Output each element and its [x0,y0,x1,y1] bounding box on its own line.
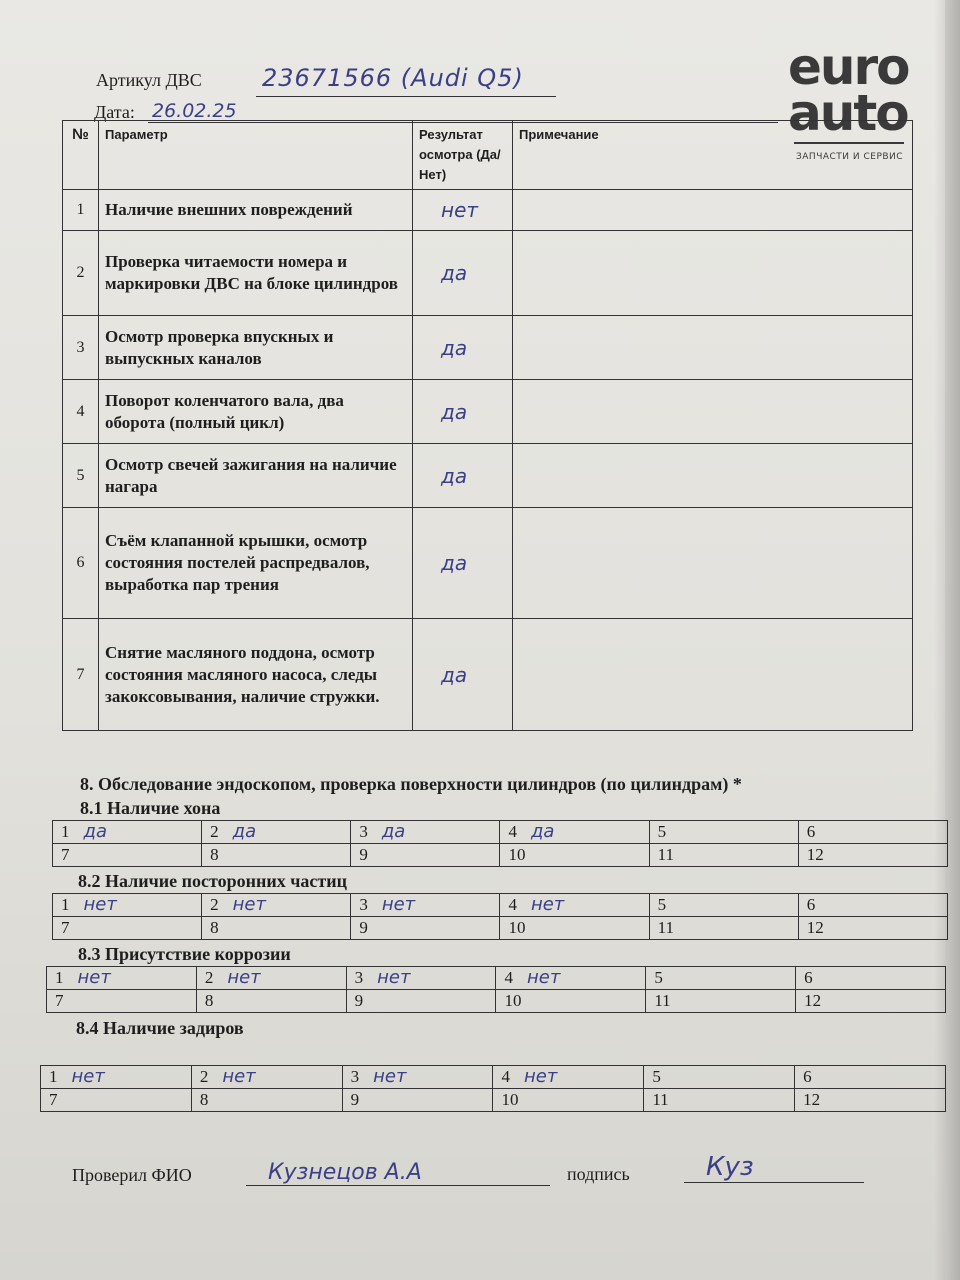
header-note: Примечание [513,121,913,190]
signature-underline [684,1182,864,1183]
cyl-number: 8 [204,991,214,1010]
cyl-number: 10 [508,918,526,937]
cyl-row [41,1066,946,1089]
cyl-cell [351,821,500,844]
cyl-number: 1 [55,968,64,987]
cyl-number: 11 [657,918,674,937]
cylinder-grid-hone [52,820,948,867]
cyl-row [53,821,948,844]
cyl-number: 9 [350,1090,360,1109]
row-note [513,316,913,380]
cyl-result: нет [83,894,117,915]
cyl-number: 11 [657,845,674,864]
cyl-number: 7 [55,991,64,1010]
row-num: 6 [63,508,99,619]
row-note [513,444,913,508]
logo-line-1: euro [788,38,909,96]
cyl-row [47,967,946,990]
cyl-cell [500,917,649,940]
cyl-cell [196,967,346,990]
row-num: 7 [63,619,99,731]
cyl-result: да [83,821,107,842]
table-row [63,508,913,619]
cyl-number: 5 [652,1067,661,1086]
cyl-result: нет [373,1066,407,1087]
cyl-cell [795,1089,946,1112]
cyl-cell [649,844,798,867]
cyl-cell [493,1089,644,1112]
cyl-result: нет [77,967,111,988]
cyl-cell [202,821,351,844]
cyl-number: 5 [657,895,667,914]
row-note [513,380,913,444]
cyl-cell [644,1089,795,1112]
cyl-number: 6 [803,1067,812,1086]
cyl-result: нет [523,1066,558,1087]
cyl-cell [493,1066,644,1089]
cyl-result: нет [530,894,565,915]
cyl-cell [496,990,646,1013]
cyl-result: нет [381,894,416,915]
cyl-number: 3 [350,1067,360,1086]
cyl-cell [795,1066,946,1089]
cyl-cell [53,844,202,867]
cyl-number: 4 [501,1067,510,1086]
cyl-cell [53,894,202,917]
cyl-result: нет [227,967,261,988]
article-label: Артикул ДВС [96,70,202,90]
cyl-number: 5 [654,968,663,987]
row-param: Снятие масляного поддона, осмотр состояния масляного насоса, следы закоксовывания, наличие стружки. [99,619,413,731]
cyl-number: 11 [652,1090,669,1109]
cyl-number: 10 [504,991,522,1010]
cyl-number: 8 [199,1090,209,1109]
cyl-row [47,990,946,1013]
cyl-cell [196,990,346,1013]
article-underline [256,96,556,97]
cyl-number: 7 [49,1090,58,1109]
row-note [513,190,913,231]
checked-by-label: Проверил ФИО [72,1165,192,1185]
checked-by-value: Кузнецов А.А [268,1160,422,1185]
cyl-result: да [232,821,257,842]
cyl-number: 5 [657,822,667,841]
row-num: 2 [63,231,99,316]
table-row [63,380,913,444]
row-result: нет [413,190,513,231]
cyl-row [53,917,948,940]
row-num: 1 [63,190,99,231]
row-param: Осмотр проверка впускных и выпускных каналов [99,316,413,380]
cyl-cell [342,1066,493,1089]
cyl-number: 8 [210,918,219,937]
cyl-number: 7 [61,845,70,864]
cyl-row [53,844,948,867]
cyl-cell [191,1066,342,1089]
logo-tagline: ЗАПЧАСТИ И СЕРВИС [796,152,904,162]
cyl-number: 9 [354,991,364,1010]
cylinder-grid-scoring [40,1065,946,1112]
cyl-cell [351,894,500,917]
cyl-cell [351,917,500,940]
cyl-number: 10 [508,845,526,864]
row-param: Проверка читаемости номера и маркировки ДВС на блоке цилиндров [99,231,413,316]
row-result: да [413,380,513,444]
table-header-row [63,121,913,190]
cyl-number: 12 [806,845,824,864]
row-num: 4 [63,380,99,444]
cyl-number: 3 [359,822,368,841]
row-result: да [413,316,513,380]
cyl-result: нет [377,967,411,988]
row-note [513,508,913,619]
cyl-cell [796,967,946,990]
inspection-table [62,120,913,731]
cyl-cell [500,821,649,844]
row-num: 3 [63,316,99,380]
cyl-cell [496,967,646,990]
cyl-cell [798,917,947,940]
row-note [513,231,913,316]
cyl-number: 2 [210,822,219,841]
checked-by-underline [246,1185,550,1186]
signature-label: подпись [567,1164,630,1184]
section-8-2-title: 8.2 Наличие посторонних частиц [78,871,347,891]
row-result: да [413,508,513,619]
cyl-cell [47,990,197,1013]
cyl-number: 11 [654,991,671,1010]
cyl-cell [649,821,798,844]
date-value: 26.02.25 [152,100,237,122]
cyl-cell [342,1089,493,1112]
cyl-cell [500,844,649,867]
cyl-cell [646,990,796,1013]
cyl-cell [798,894,947,917]
cyl-number: 4 [504,968,513,987]
cyl-number: 7 [61,918,70,937]
row-result: да [413,619,513,731]
cyl-number: 9 [359,918,368,937]
cyl-number: 12 [804,991,822,1010]
cyl-result: нет [71,1066,105,1087]
cyl-number: 2 [204,968,214,987]
cyl-cell [202,917,351,940]
section-8-4-title: 8.4 Наличие задиров [76,1018,244,1038]
cyl-number: 1 [49,1067,58,1086]
cyl-number: 6 [806,822,816,841]
cyl-cell [649,917,798,940]
cylinder-grid-particles [52,893,948,940]
cyl-cell [41,1089,192,1112]
section-8-title: 8. Обследование эндоскопом, проверка поверхности цилиндров (по цилиндрам) * [80,774,742,794]
table-row [63,316,913,380]
cyl-cell [646,967,796,990]
cyl-number: 3 [359,895,368,914]
cyl-number: 2 [199,1067,209,1086]
signature-value: Куз [706,1152,754,1182]
cyl-cell [53,821,202,844]
cyl-cell [644,1066,795,1089]
cyl-cell [191,1089,342,1112]
cyl-result: да [381,821,406,842]
cyl-result: нет [526,967,561,988]
cyl-cell [202,844,351,867]
cyl-cell [41,1066,192,1089]
article-value: 23671566 (Audi Q5) [262,64,524,92]
cyl-row [53,894,948,917]
row-num: 5 [63,444,99,508]
cyl-cell [351,844,500,867]
header-num: № [63,121,99,190]
table-row [63,231,913,316]
cyl-cell [796,990,946,1013]
row-param: Осмотр свечей зажигания на наличие нагара [99,444,413,508]
cyl-number: 10 [501,1090,519,1109]
cylinder-grid-corrosion [46,966,946,1013]
row-result: да [413,231,513,316]
cyl-number: 6 [804,968,813,987]
cyl-number: 1 [61,895,70,914]
cyl-result: нет [232,894,266,915]
cyl-cell [798,844,947,867]
header-param: Параметр [99,121,413,190]
row-param: Съём клапанной крышки, осмотр состояния постелей распредвалов, выработка пар трения [99,508,413,619]
logo-line-2: auto [788,84,908,142]
cyl-cell [346,990,496,1013]
section-8-1-title: 8.1 Наличие хона [80,798,221,818]
cyl-number: 2 [210,895,219,914]
table-row [63,619,913,731]
cyl-cell [649,894,798,917]
cyl-cell [47,967,197,990]
cyl-cell [53,917,202,940]
header-result: Результат осмотра (Да/Нет) [413,121,513,190]
cyl-cell [798,821,947,844]
cyl-number: 9 [359,845,368,864]
cyl-number: 12 [803,1090,821,1109]
cyl-result: да [530,821,555,842]
cyl-number: 3 [354,968,364,987]
row-note [513,619,913,731]
row-param: Наличие внешних повреждений [99,190,413,231]
cyl-cell [346,967,496,990]
cyl-number: 1 [61,822,70,841]
table-row [63,444,913,508]
section-8-3-title: 8.3 Присутствие коррозии [78,944,291,964]
page-edge-shadow [934,0,960,1280]
cyl-result: нет [222,1066,256,1087]
date-label: Дата: [94,102,135,122]
cyl-cell [500,894,649,917]
cyl-number: 4 [508,822,517,841]
cyl-number: 4 [508,895,517,914]
cyl-number: 6 [806,895,816,914]
cyl-row [41,1089,946,1112]
cyl-cell [202,894,351,917]
cyl-number: 12 [806,918,824,937]
row-param: Поворот коленчатого вала, два оборота (полный цикл) [99,380,413,444]
cyl-number: 8 [210,845,219,864]
row-result: да [413,444,513,508]
table-row [63,190,913,231]
